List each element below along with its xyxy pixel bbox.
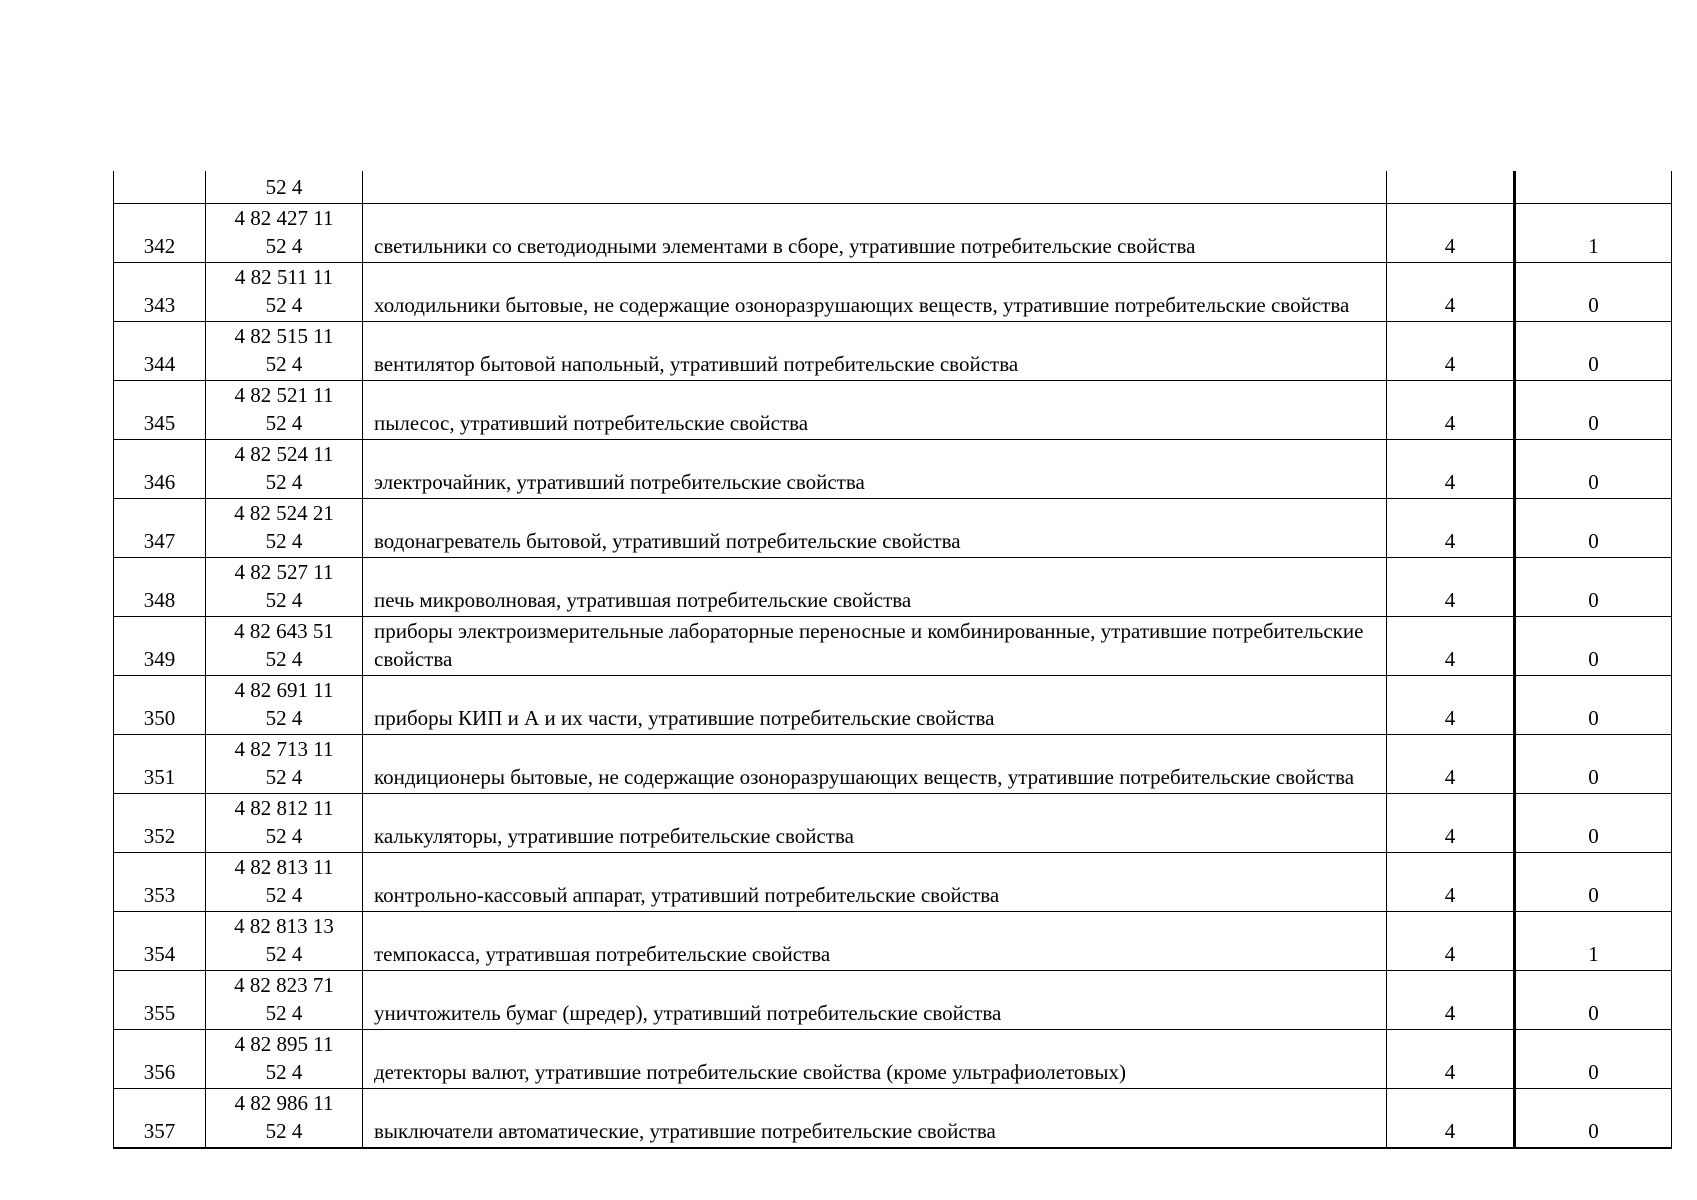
hazard-class-cell	[1387, 617, 1515, 676]
table-row	[114, 735, 1672, 794]
row-number-cell	[114, 971, 206, 1030]
hazard-class-cell	[1387, 1089, 1515, 1149]
flag-value: 0	[1588, 411, 1599, 435]
waste-name: контрольно-кассовый аппарат, утративший потребительские свойства	[374, 883, 1000, 907]
waste-name: кондиционеры бытовые, не содержащие озоноразрушающих веществ, утратившие потребительские свойства	[374, 765, 1355, 789]
hazard-class: 4	[1444, 824, 1456, 848]
row-number: 344	[143, 352, 176, 376]
waste-code-line-1: 4 82 527 11	[234, 560, 334, 584]
row-number-cell	[114, 1030, 206, 1089]
hazard-class-cell	[1387, 263, 1515, 322]
row-number-cell	[114, 1089, 206, 1149]
waste-code-line-2: 52 4	[265, 1060, 303, 1084]
hazard-class: 4	[1444, 1001, 1456, 1025]
waste-code-line-2: 52 4	[265, 1001, 303, 1025]
waste-code-line-2: 52 4	[265, 411, 303, 435]
waste-code-line-1: 4 82 713 11	[234, 737, 334, 761]
flag-cell	[1515, 1030, 1672, 1089]
table-row	[114, 676, 1672, 735]
waste-code-line-1: 4 82 812 11	[234, 796, 334, 820]
row-number-cell	[114, 912, 206, 971]
waste-name: печь микроволновая, утратившая потребительские свойства	[374, 588, 912, 612]
flag-cell	[1515, 853, 1672, 912]
flag-value: 0	[1588, 470, 1599, 494]
hazard-class-cell	[1387, 853, 1515, 912]
flag-value: 0	[1588, 1060, 1599, 1084]
waste-code-line-1: 4 82 813 13	[234, 914, 334, 938]
flag-value: 0	[1588, 765, 1599, 789]
hazard-class-cell	[1387, 1030, 1515, 1089]
waste-code-line-1: 4 82 691 11	[234, 678, 334, 702]
row-number: 354	[143, 942, 176, 966]
flag-value: 0	[1588, 352, 1599, 376]
waste-name-cell	[363, 558, 1387, 617]
flag-cell	[1515, 794, 1672, 853]
flag-cell	[1515, 558, 1672, 617]
flag-value: 0	[1588, 1119, 1599, 1143]
waste-name-cell	[363, 204, 1387, 263]
hazard-class-cell	[1387, 171, 1515, 204]
hazard-class: 4	[1444, 1119, 1456, 1143]
flag-cell	[1515, 971, 1672, 1030]
row-number: 355	[143, 1001, 176, 1025]
waste-code-cell	[206, 794, 363, 853]
waste-name: приборы электроизмерительные лабораторные переносные и комбинированные, утратившие потребительские свойства	[374, 619, 1364, 671]
hazard-class-cell	[1387, 499, 1515, 558]
waste-name-cell	[363, 322, 1387, 381]
row-number: 342	[143, 234, 176, 258]
registry-table-body	[114, 171, 1672, 1148]
hazard-class: 4	[1444, 883, 1456, 907]
flag-cell	[1515, 440, 1672, 499]
flag-value: 0	[1588, 1001, 1599, 1025]
waste-name-cell	[363, 440, 1387, 499]
waste-code-line-2: 52 4	[265, 293, 303, 317]
waste-name-cell	[363, 499, 1387, 558]
hazard-class: 4	[1444, 352, 1456, 376]
row-number: 357	[143, 1119, 176, 1143]
flag-value: 0	[1588, 647, 1599, 671]
hazard-class-cell	[1387, 676, 1515, 735]
continuation-row	[114, 171, 1672, 204]
flag-value: 1	[1588, 942, 1599, 966]
flag-cell	[1515, 171, 1672, 204]
row-number: 348	[143, 588, 176, 612]
hazard-class: 4	[1444, 234, 1456, 258]
waste-code-cell	[206, 381, 363, 440]
waste-name-cell	[363, 853, 1387, 912]
row-number-cell	[114, 263, 206, 322]
waste-name: вентилятор бытовой напольный, утративший потребительские свойства	[374, 352, 1019, 376]
table-row	[114, 440, 1672, 499]
hazard-class-cell	[1387, 440, 1515, 499]
row-number: 352	[143, 824, 176, 848]
waste-code-line-1: 4 82 515 11	[234, 324, 334, 348]
waste-name: уничтожитель бумаг (шредер), утративший потребительские свойства	[374, 1001, 1002, 1025]
flag-cell	[1515, 617, 1672, 676]
waste-code-cell	[206, 735, 363, 794]
hazard-class: 4	[1444, 470, 1456, 494]
waste-name: электрочайник, утративший потребительские свойства	[374, 470, 865, 494]
row-number-cell	[114, 171, 206, 204]
table-row	[114, 617, 1672, 676]
waste-code-cell	[206, 204, 363, 263]
flag-cell	[1515, 381, 1672, 440]
flag-value: 0	[1588, 293, 1599, 317]
waste-code-cell	[206, 440, 363, 499]
waste-code-line-1: 4 82 986 11	[234, 1091, 334, 1115]
flag-value: 0	[1588, 588, 1599, 612]
waste-code-cell	[206, 912, 363, 971]
waste-code-line-2: 52 4	[265, 1119, 303, 1143]
row-number-cell	[114, 676, 206, 735]
hazard-class-cell	[1387, 971, 1515, 1030]
row-number: 350	[143, 706, 176, 730]
hazard-class: 4	[1444, 706, 1456, 730]
row-number: 356	[143, 1060, 176, 1084]
row-number-cell	[114, 499, 206, 558]
hazard-class: 4	[1444, 411, 1456, 435]
waste-code-line-2: 52 4	[265, 942, 303, 966]
flag-cell	[1515, 676, 1672, 735]
waste-name-cell	[363, 735, 1387, 794]
hazard-class-cell	[1387, 204, 1515, 263]
waste-code-cell	[206, 1030, 363, 1089]
waste-code-line-1: 4 82 813 11	[234, 855, 334, 879]
table-row	[114, 794, 1672, 853]
waste-name: пылесос, утративший потребительские свойства	[374, 411, 809, 435]
table-row	[114, 1089, 1672, 1149]
waste-name-cell	[363, 381, 1387, 440]
hazard-class: 4	[1444, 942, 1456, 966]
waste-code-line-1: 4 82 524 11	[234, 442, 334, 466]
table-row	[114, 558, 1672, 617]
waste-code-line-2: 52 4	[265, 883, 303, 907]
waste-code-line-2: 52 4	[265, 647, 303, 671]
table-row	[114, 971, 1672, 1030]
table-row	[114, 853, 1672, 912]
flag-value: 1	[1588, 234, 1599, 258]
waste-registry-table	[113, 171, 1672, 1149]
hazard-class-cell	[1387, 794, 1515, 853]
hazard-class-cell	[1387, 558, 1515, 617]
waste-code-line-2: 52 4	[265, 352, 303, 376]
waste-name-cell	[363, 171, 1387, 204]
hazard-class: 4	[1444, 588, 1456, 612]
flag-cell	[1515, 263, 1672, 322]
waste-name-cell	[363, 1030, 1387, 1089]
waste-name-cell	[363, 912, 1387, 971]
waste-name: детекторы валют, утратившие потребительские свойства (кроме ультрафиолетовых)	[374, 1060, 1126, 1084]
row-number: 353	[143, 883, 176, 907]
flag-cell	[1515, 499, 1672, 558]
row-number-cell	[114, 440, 206, 499]
waste-code-line-1: 4 82 511 11	[234, 265, 334, 289]
waste-code-cell	[206, 1089, 363, 1149]
row-number-cell	[114, 322, 206, 381]
flag-cell	[1515, 1089, 1672, 1149]
waste-code-line-2: 52 4	[265, 470, 303, 494]
row-number-cell	[114, 735, 206, 794]
waste-code-line-2: 52 4	[265, 588, 303, 612]
waste-name-cell	[363, 617, 1387, 676]
row-number: 351	[143, 765, 176, 789]
hazard-class-cell	[1387, 735, 1515, 794]
flag-value: 0	[1588, 883, 1599, 907]
row-number: 349	[143, 647, 176, 671]
waste-name-cell	[363, 1089, 1387, 1149]
waste-name: калькуляторы, утратившие потребительские свойства	[374, 824, 854, 848]
row-number: 346	[143, 470, 176, 494]
waste-code-cell	[206, 676, 363, 735]
flag-value: 0	[1588, 529, 1599, 553]
waste-code-cell	[206, 499, 363, 558]
row-number-cell	[114, 853, 206, 912]
waste-code-line-2: 52 4	[265, 529, 303, 553]
waste-code-line-1: 4 82 521 11	[234, 383, 334, 407]
waste-name: светильники со светодиодными элементами в сборе, утратившие потребительские свойства	[374, 234, 1196, 258]
waste-name: приборы КИП и А и их части, утратившие потребительские свойства	[374, 706, 995, 730]
hazard-class-cell	[1387, 322, 1515, 381]
waste-name-cell	[363, 794, 1387, 853]
flag-cell	[1515, 735, 1672, 794]
table-row	[114, 204, 1672, 263]
waste-name-cell	[363, 971, 1387, 1030]
row-number-cell	[114, 794, 206, 853]
waste-code-cell	[206, 263, 363, 322]
hazard-class: 4	[1444, 529, 1456, 553]
waste-code-line-2: 52 4	[265, 765, 303, 789]
waste-code-cell	[206, 853, 363, 912]
table-row	[114, 322, 1672, 381]
waste-name-cell	[363, 676, 1387, 735]
row-number-cell	[114, 204, 206, 263]
waste-code-line-1: 4 82 895 11	[234, 1032, 334, 1056]
hazard-class: 4	[1444, 647, 1456, 671]
table-row	[114, 263, 1672, 322]
waste-code-line-2: 52 4	[265, 706, 303, 730]
hazard-class: 4	[1444, 1060, 1456, 1084]
waste-name-cell	[363, 263, 1387, 322]
hazard-class-cell	[1387, 912, 1515, 971]
waste-code-line-1: 4 82 823 71	[234, 973, 334, 997]
hazard-class: 4	[1444, 293, 1456, 317]
row-number-cell	[114, 617, 206, 676]
waste-name: выключатели автоматические, утратившие потребительские свойства	[374, 1119, 996, 1143]
hazard-class: 4	[1444, 765, 1456, 789]
waste-code-cell	[206, 558, 363, 617]
row-number-cell	[114, 381, 206, 440]
waste-code-line-2: 52 4	[265, 234, 303, 258]
flag-value: 0	[1588, 824, 1599, 848]
waste-code-cell	[206, 971, 363, 1030]
flag-value: 0	[1588, 706, 1599, 730]
table-row	[114, 381, 1672, 440]
waste-code-line-2: 52 4	[265, 175, 303, 199]
waste-code-line-2: 52 4	[265, 824, 303, 848]
waste-name: холодильники бытовые, не содержащие озоноразрушающих веществ, утратившие потребительские свойства	[374, 293, 1350, 317]
flag-cell	[1515, 322, 1672, 381]
flag-cell	[1515, 912, 1672, 971]
waste-name: водонагреватель бытовой, утративший потребительские свойства	[374, 529, 961, 553]
row-number: 347	[143, 529, 176, 553]
waste-name: темпокасса, утратившая потребительские свойства	[374, 942, 831, 966]
row-number: 343	[143, 293, 176, 317]
flag-cell	[1515, 204, 1672, 263]
waste-code-line-1: 4 82 524 21	[234, 501, 334, 525]
row-number-cell	[114, 558, 206, 617]
row-number: 345	[143, 411, 176, 435]
table-row	[114, 1030, 1672, 1089]
waste-code-cell	[206, 617, 363, 676]
table-row	[114, 912, 1672, 971]
waste-code-cell	[206, 171, 363, 204]
hazard-class-cell	[1387, 381, 1515, 440]
table-row	[114, 499, 1672, 558]
waste-code-line-1: 4 82 427 11	[234, 206, 334, 230]
waste-code-line-1: 4 82 643 51	[234, 619, 334, 643]
waste-code-cell	[206, 322, 363, 381]
